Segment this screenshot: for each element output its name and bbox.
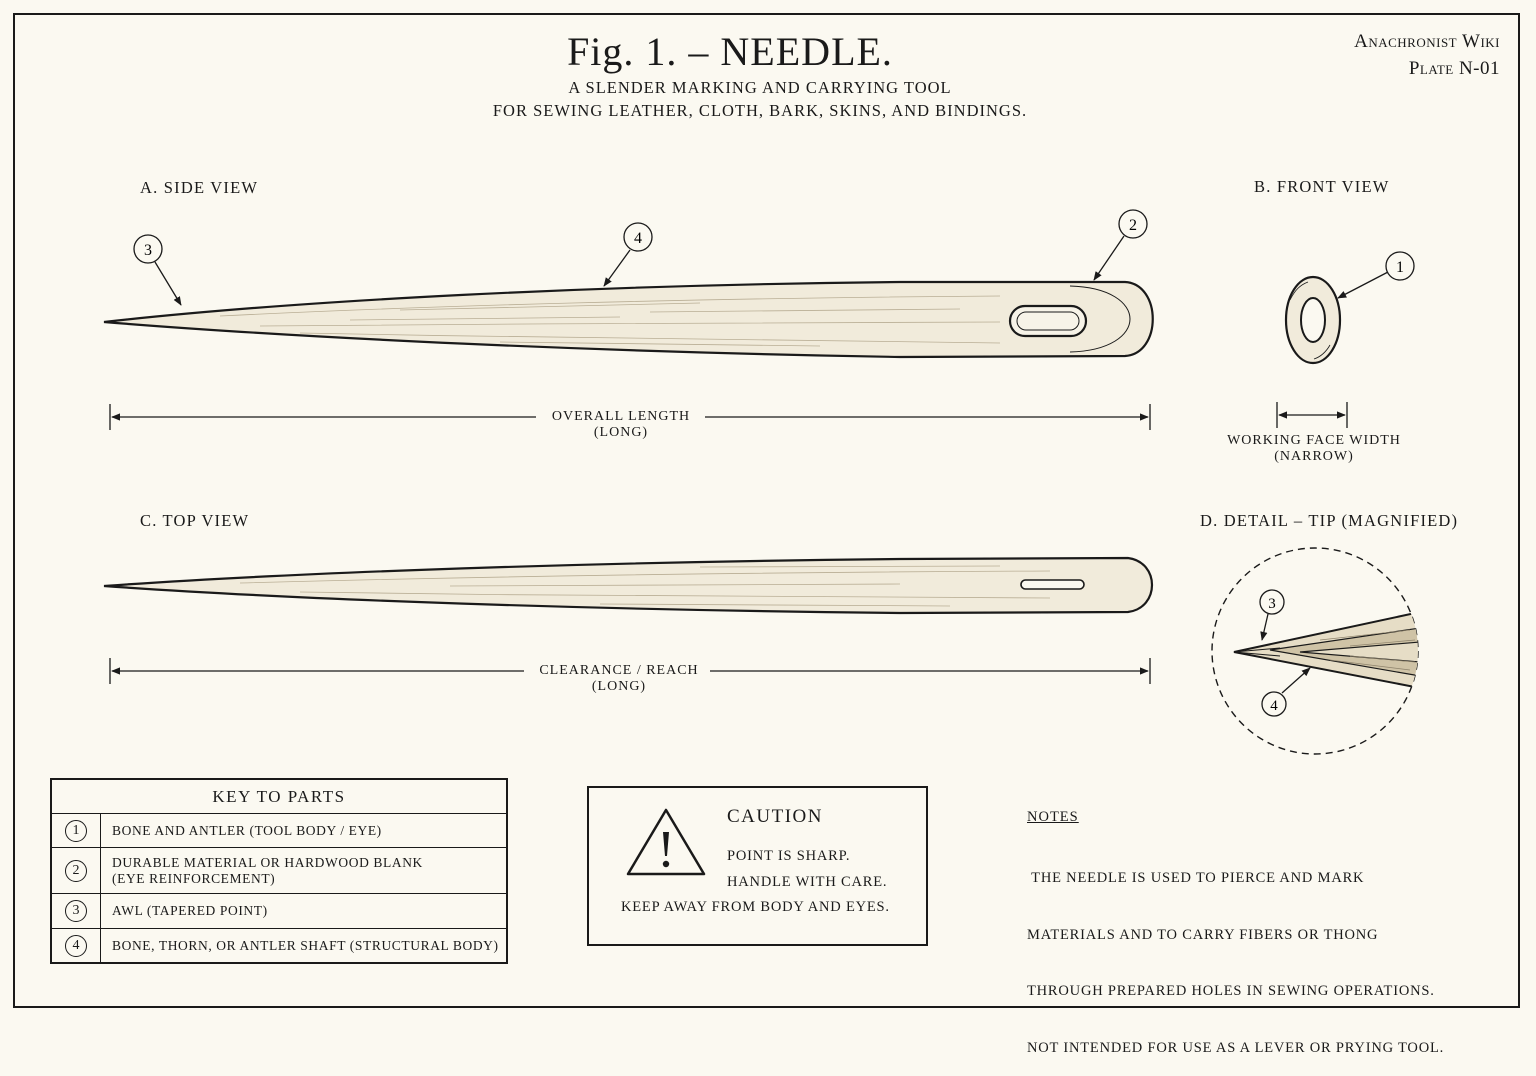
top-view-label: C. TOP VIEW: [140, 511, 250, 530]
notes-body: [1027, 832, 1444, 1076]
callout-4-detail: 4: [1270, 698, 1278, 714]
key-row: [52, 848, 506, 894]
side-view-label: A. SIDE VIEW: [140, 178, 259, 197]
source-label: Anachronist Wiki: [1354, 31, 1500, 52]
callout-3-side: 3: [144, 242, 152, 259]
key-number: 3: [65, 900, 87, 922]
key-description-cont: (EYE REINFORCEMENT): [112, 870, 276, 886]
front-dimension-label: WORKING FACE WIDTH (NARROW): [1227, 433, 1401, 464]
side-view-needle: [104, 282, 1153, 357]
callout-4-side: 4: [634, 230, 642, 247]
caution-title: CAUTION: [727, 806, 823, 827]
key-number: 2: [65, 860, 87, 882]
caution-line-1: POINT IS SHARP.: [727, 848, 851, 864]
key-number: 4: [65, 935, 87, 957]
top-view-eye: [1021, 580, 1084, 589]
key-description: BONE AND ANTLER (TOOL BODY / EYE): [112, 822, 382, 838]
side-dimension-label: OVERALL LENGTH (LONG): [540, 409, 702, 441]
figure-title: Fig. 1. – NEEDLE.: [567, 29, 893, 74]
top-dimension-label: CLEARANCE / REACH (LONG): [528, 663, 710, 695]
notes-line: THE NEEDLE IS USED TO PIERCE AND MARK: [1027, 870, 1365, 886]
callout-2-side: 2: [1129, 217, 1137, 234]
key-description: BONE, THORN, OR ANTLER SHAFT (STRUCTURAL BODY): [112, 938, 499, 953]
front-view-cross-section: [1286, 277, 1340, 363]
key-to-parts-table: [50, 778, 508, 964]
subtitle-line-1: A SLENDER MARKING AND CARRYING TOOL: [568, 78, 952, 97]
detail-tip-magnified: [1212, 548, 1420, 754]
key-row: [52, 814, 506, 848]
key-row: [52, 894, 506, 929]
side-view-eye: [1010, 306, 1086, 336]
key-row: [52, 929, 506, 963]
notes-line: NOT INTENDED FOR USE AS A LEVER OR PRYING TOOL.: [1027, 1039, 1445, 1056]
callout-1-front: 1: [1396, 259, 1404, 276]
key-number: 1: [65, 820, 87, 842]
notes-heading: NOTES: [1027, 809, 1079, 825]
front-view-label: B. FRONT VIEW: [1254, 177, 1390, 196]
caution-line-2: HANDLE WITH CARE.: [727, 874, 888, 890]
subtitle-line-2: FOR SEWING LEATHER, CLOTH, BARK, SKINS, AND BINDINGS.: [492, 101, 1028, 120]
caution-line-3: KEEP AWAY FROM BODY AND EYES.: [621, 899, 890, 915]
callout-3-detail: 3: [1268, 596, 1276, 612]
working-face-width-dimension: [1277, 402, 1347, 428]
key-description: AWL (TAPERED POINT): [112, 903, 268, 918]
key-description: DURABLE MATERIAL OR HARDWOOD BLANK: [112, 854, 423, 870]
notes-line: THROUGH PREPARED HOLES IN SEWING OPERATIONS.: [1027, 983, 1435, 999]
notes-line: MATERIALS AND TO CARRY FIBERS OR THONG: [1027, 926, 1379, 943]
detail-view-label: D. DETAIL – TIP (MAGNIFIED): [1200, 511, 1459, 530]
plate-number: Plate N-01: [1408, 58, 1500, 79]
key-heading: KEY TO PARTS: [52, 780, 506, 814]
top-view-needle: [104, 558, 1152, 613]
